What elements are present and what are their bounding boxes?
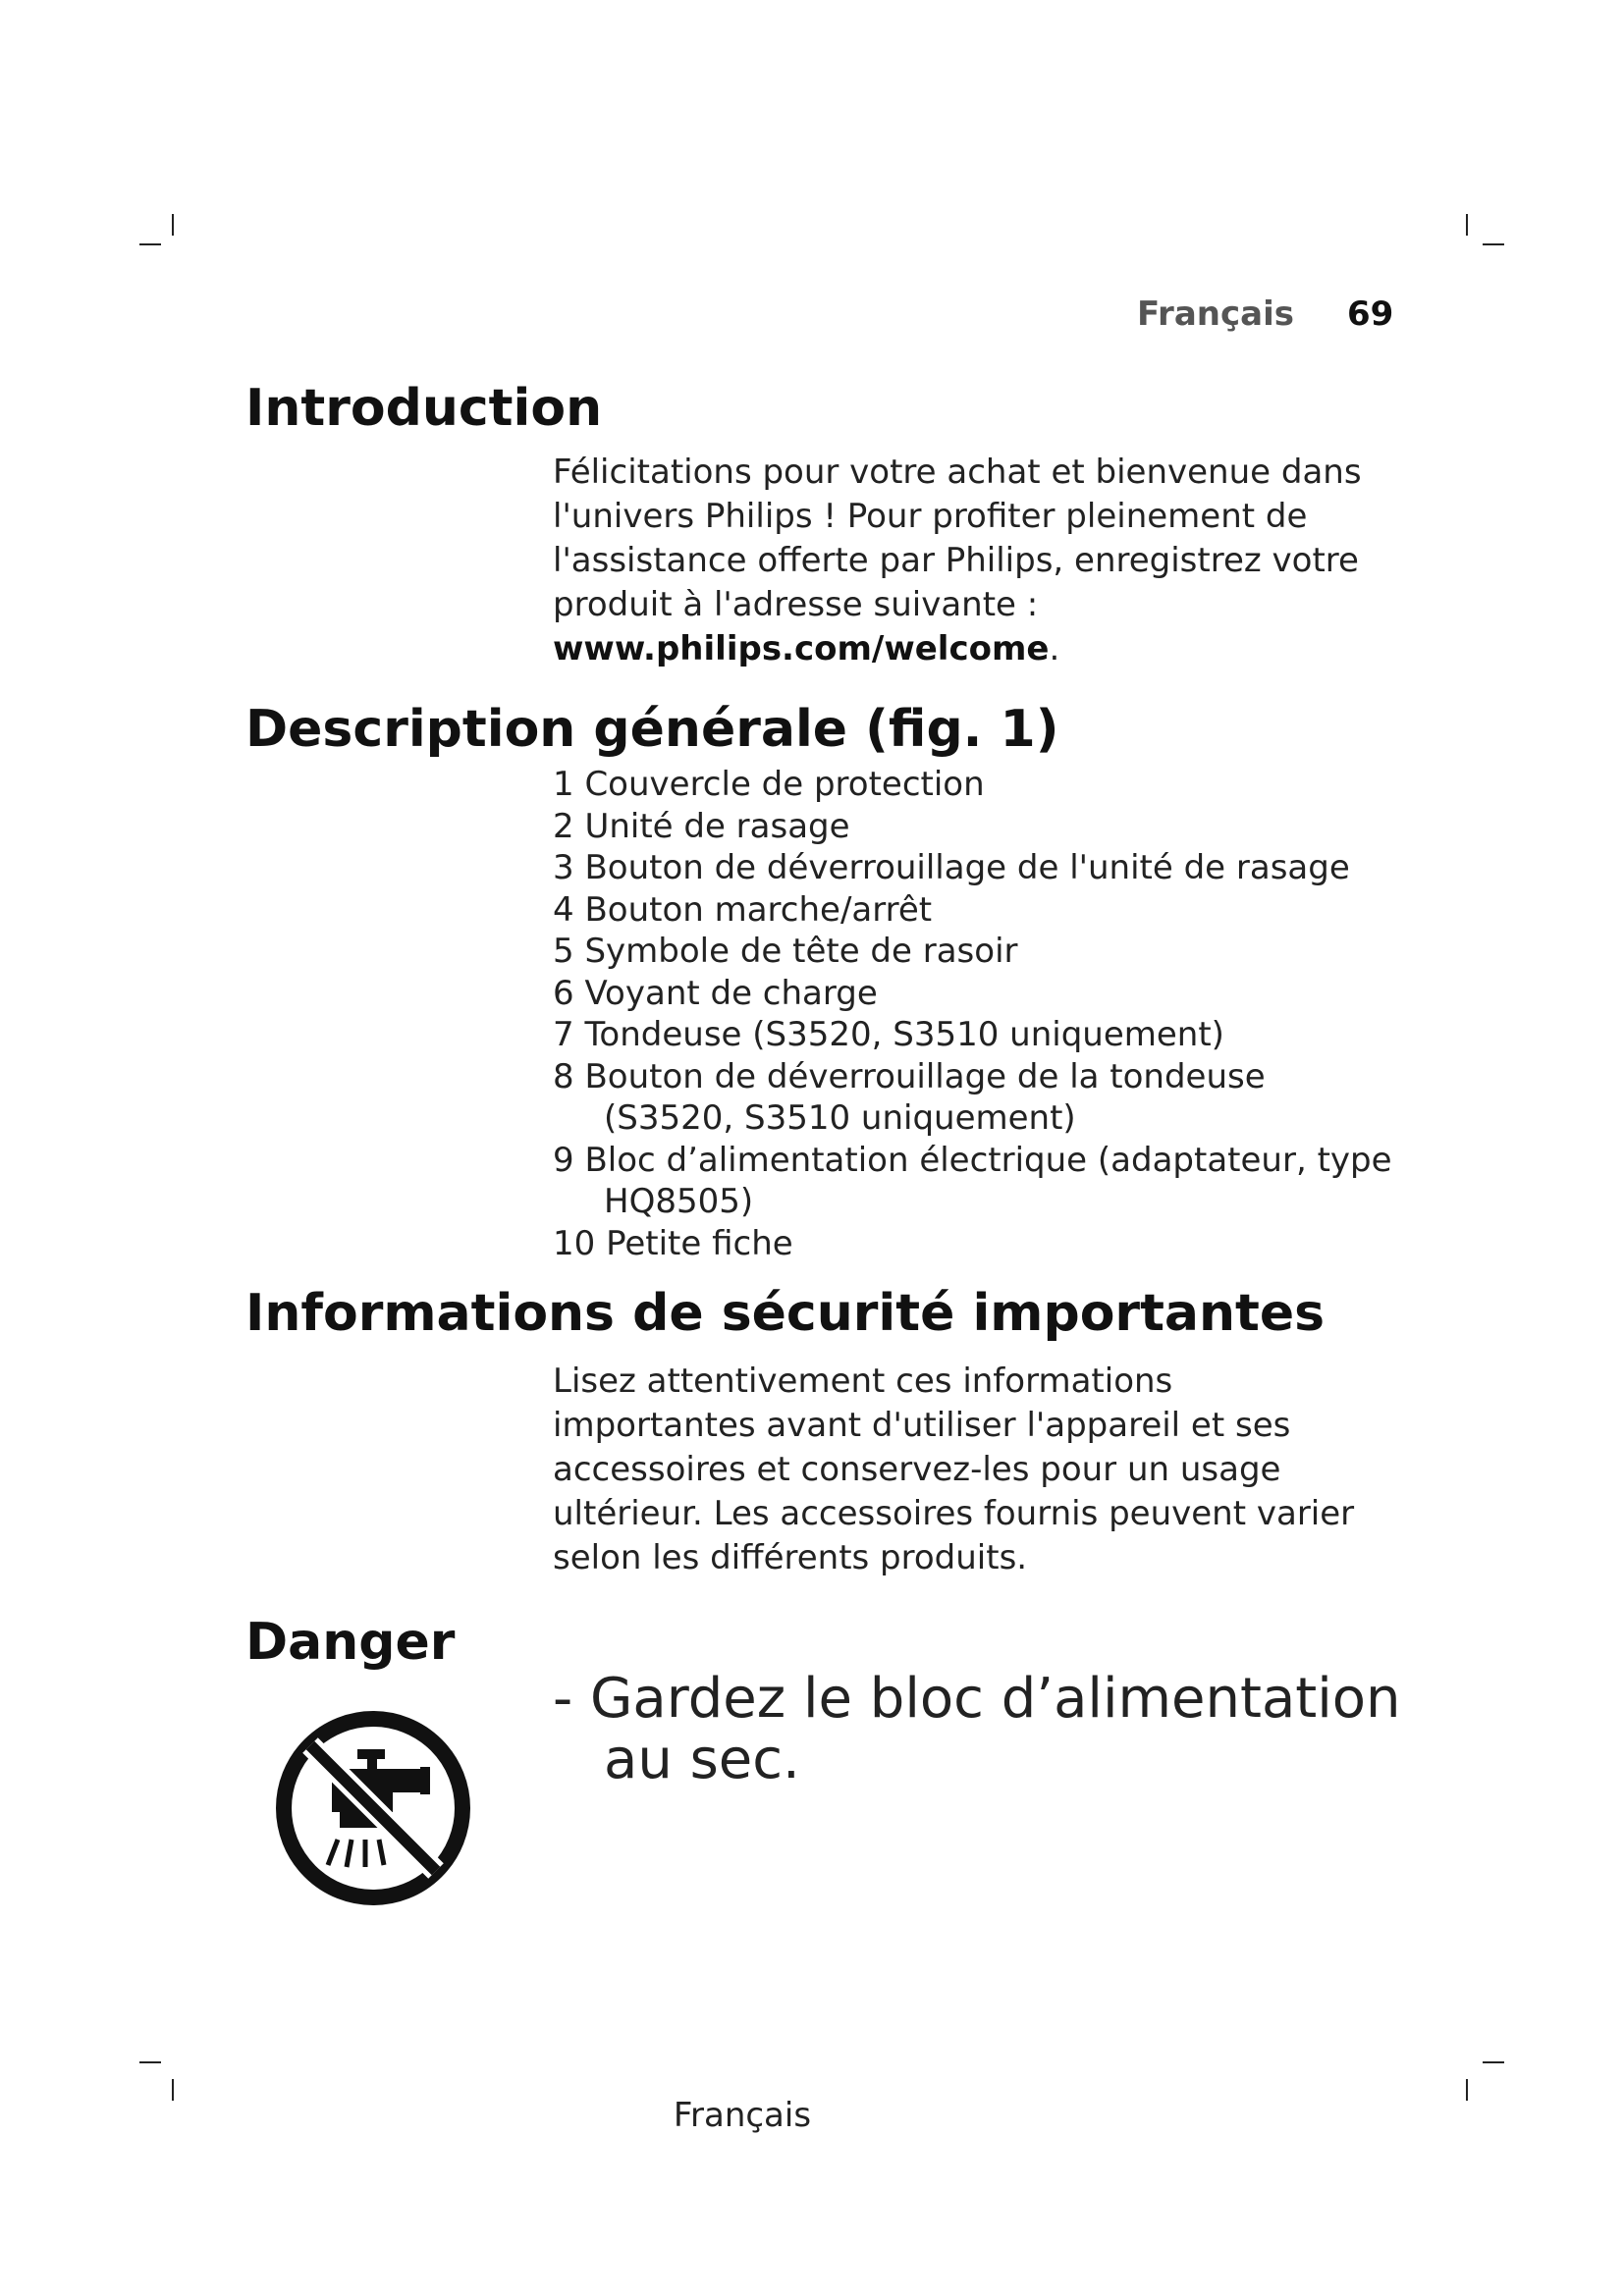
danger-heading: Danger xyxy=(245,1613,456,1672)
list-item: 5 Symbole de tête de rasoir xyxy=(553,932,1018,971)
crop-mark xyxy=(139,2061,161,2063)
introduction-text: Félicitations pour votre achat et bienvenue dans l'univers Philips ! Pour profiter pleinement de l'assistance offerte par Philips, enregistrez votre produit à l'adresse suivante : xyxy=(553,453,1362,624)
list-item: 8 Bouton de déverrouillage de la tondeuse (S3520, S3510 uniquement) xyxy=(553,1056,1266,1138)
introduction-heading: Introduction xyxy=(245,379,603,438)
list-item: 3 Bouton de déverrouillage de l'unité de rasage xyxy=(553,848,1350,887)
crop-mark xyxy=(1466,214,1468,236)
list-item: 10 Petite fiche xyxy=(553,1223,793,1263)
crop-mark xyxy=(1483,243,1504,245)
header-language: Français xyxy=(1137,294,1294,334)
safety-paragraph: Lisez attentivement ces informations importantes avant d'utiliser l'appareil et ses accessoires et conservez-les pour un usage ultérieur. Les accessoires fournis peuvent varier selon les différents produits. xyxy=(553,1362,1355,1577)
list-item: 2 Unité de rasage xyxy=(553,806,850,846)
crop-mark xyxy=(172,214,174,236)
safety-heading: Informations de sécurité importantes xyxy=(245,1284,1326,1343)
no-water-tap-icon xyxy=(273,1708,473,1908)
list-item: 7 Tondeuse (S3520, S3510 uniquement) xyxy=(553,1015,1224,1054)
parts-list xyxy=(553,764,1397,1264)
page-number: 69 xyxy=(1347,294,1394,334)
crop-mark xyxy=(1483,2061,1504,2063)
list-item: 9 Bloc d’alimentation électrique (adaptateur, type HQ8505) xyxy=(553,1140,1392,1221)
introduction-paragraph xyxy=(553,451,1378,671)
crop-mark xyxy=(139,243,161,245)
list-item: 4 Bouton marche/arrêt xyxy=(553,889,933,930)
list-item: 6 Voyant de charge xyxy=(553,973,878,1013)
url-suffix: . xyxy=(1049,629,1060,668)
list-item: 1 Couvercle de protection xyxy=(553,765,985,804)
danger-item: - Gardez le bloc d’alimentation au sec. xyxy=(553,1667,1401,1791)
description-heading: Description générale (fig. 1) xyxy=(245,700,1059,759)
welcome-url[interactable]: www.philips.com/welcome xyxy=(553,629,1050,668)
footer-language: Français xyxy=(673,2096,812,2135)
